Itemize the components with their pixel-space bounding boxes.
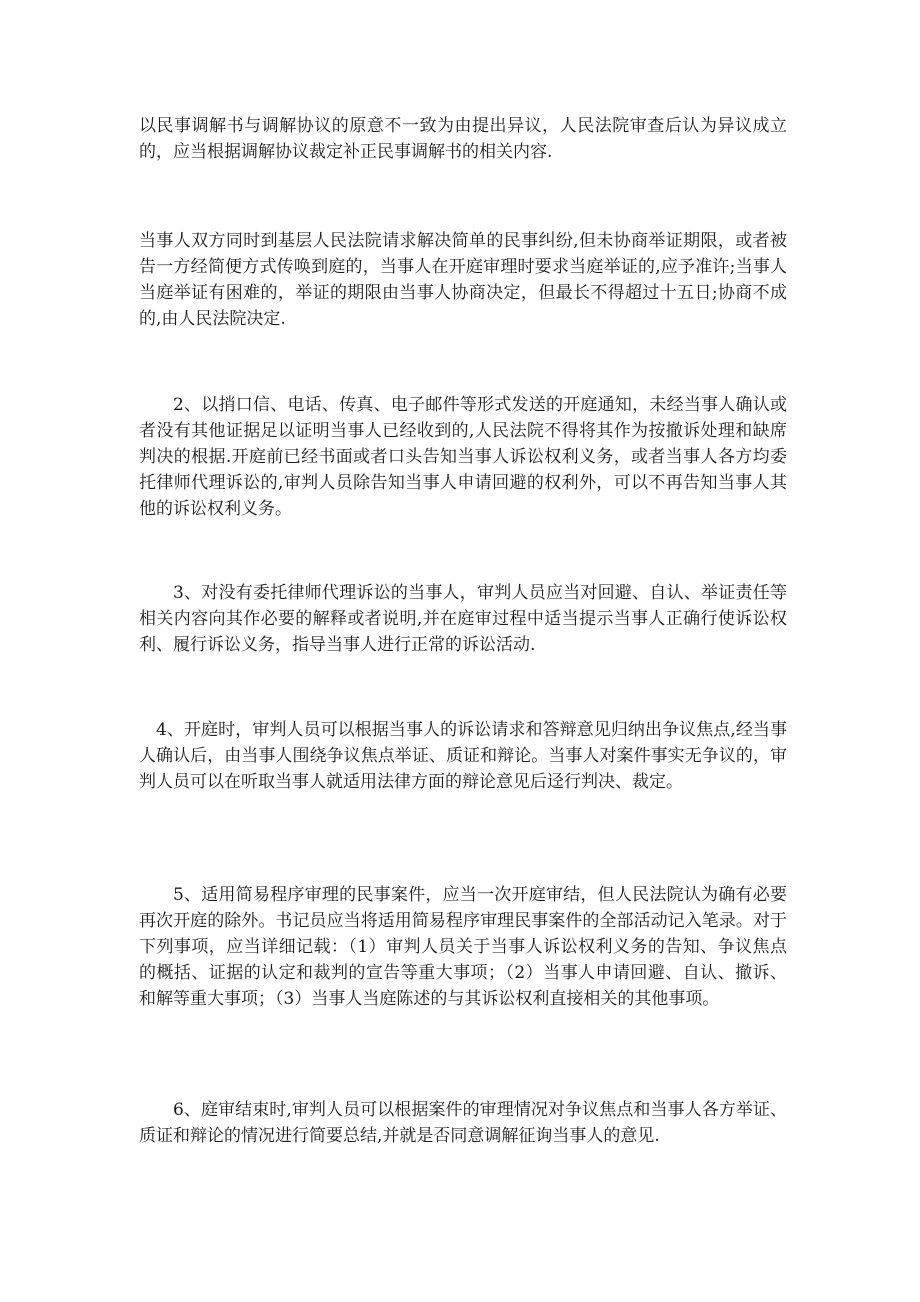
paragraph-item-4-dispute-focus: 4、开庭时，审判人员可以根据当事人的诉讼请求和答辩意见归纳出争议焦点,经当事人确认后，由当事人围绕争议焦点举证、质证和辩论。当事人对案件事实无争议的，审判人员可以在听取当事人就适用法律方面的辩论意见后迳行判决、裁定。 <box>139 720 787 792</box>
paragraph-item-2-court-notice: 2、以捎口信、电话、传真、电子邮件等形式发送的开庭通知，未经当事人确认或者没有其他证据足以证明当事人已经收到的,人民法院不得将其作为按撤诉处理和缺席判决的根据.开庭前已经书面或者口头告知当事人诉讼权利义务，或者当事人各方均委托律师代理诉讼的,审判人员除告知当事人申请回避的权利外，可以不再告知当事人其他的诉讼权利义务。 <box>139 395 787 519</box>
paragraph-item-3-explanation: 3、对没有委托律师代理诉讼的当事人，审判人员应当对回避、自认、举证责任等相关内容向其作必要的解释或者说明,并在庭审过程中适当提示当事人正确行使诉讼权利、履行诉讼义务，指导当事人进行正常的诉讼活动. <box>139 583 787 655</box>
paragraph-correction-objection: 以民事调解书与调解协议的原意不一致为由提出异议，人民法院审查后认为异议成立的，应当根据调解协议裁定补正民事调解书的相关内容. <box>139 116 787 162</box>
paragraph-simple-dispute-evidence: 当事人双方同时到基层人民法院请求解决简单的民事纠纷,但未协商举证期限，或者被告一方经简便方式传唤到庭的，当事人在开庭审理时要求当庭举证的,应予准许;当事人当庭举证有困难的，举证的期限由当事人协商决定，但最长不得超过十五日;协商不成的,由人民法院决定. <box>139 231 787 329</box>
paragraph-item-6-summary: 6、庭审结束时,审判人员可以根据案件的审理情况对争议焦点和当事人各方举证、质证和辩论的情况进行简要总结,并就是否同意调解征询当事人的意见. <box>139 1100 787 1146</box>
paragraph-item-5-record-keeping: 5、适用简易程序审理的民事案件，应当一次开庭审结，但人民法院认为确有必要再次开庭的除外。书记员应当将适用简易程序审理民事案件的全部活动记入笔录。对于下列事项，应当详细记载：（1）审判人员关于当事人诉讼权利义务的告知、争议焦点的概括、证据的认定和裁判的宣告等重大事项；（2）当事人申请回避、自认、撤诉、和解等重大事项；（3）当事人当庭陈述的与其诉讼权利直接相关的其他事项。 <box>139 885 787 1009</box>
